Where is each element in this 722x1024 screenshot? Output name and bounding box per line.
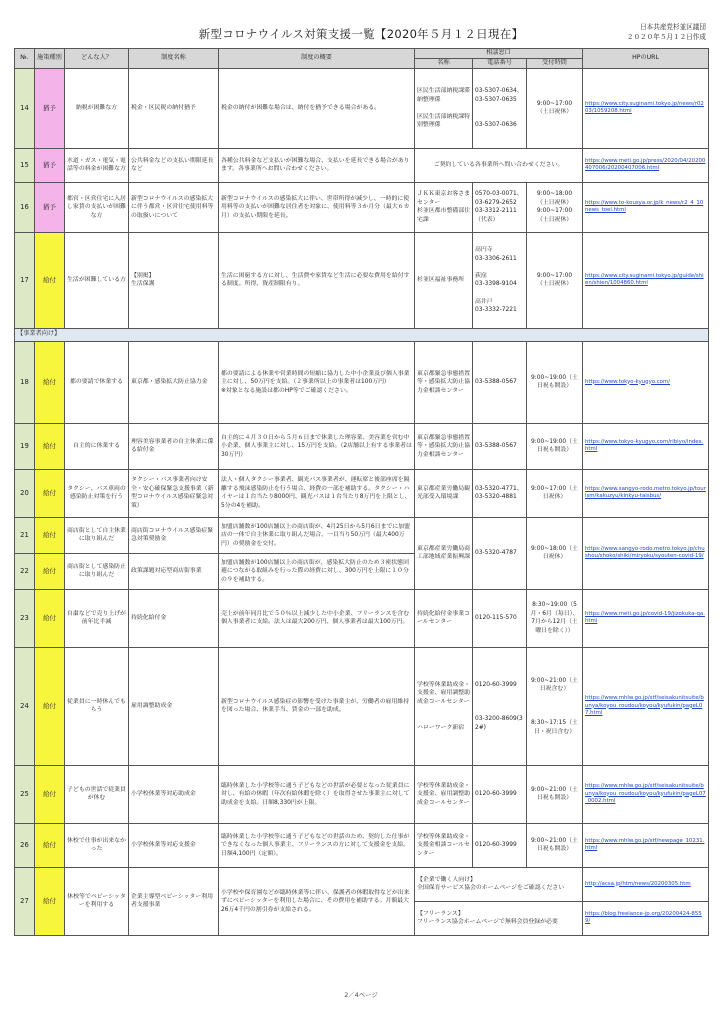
hp-link[interactable]: https://www.meti.go.jp/press/2020/04/20200407006/20200407006.html (583, 148, 709, 182)
author-block (627, 22, 706, 42)
contact-name: 東京都産業労働局商工部地域産業振興課 (415, 517, 473, 589)
table-row (15, 469, 709, 517)
program-name: 公共料金などの支払い期限延長など (129, 148, 219, 182)
contact-hours: 9:00~17:00（土日祝休） (527, 469, 583, 517)
contact-name: ＪＫＫ東京お客さまセンター 杉並区都市整備部住宅課 (415, 182, 473, 232)
contact-name: 区民生活部納税課滞納整理係 区民生活部納税課特別整理係 (415, 68, 473, 148)
program-summary: 売上が前年同月比で５０％以上減少した中小企業、フリーランスを含む個人事業者に支給。法人は最大200万円、個人事業者は最大100万円。 (219, 589, 415, 647)
col-contact: 相談窓口 (415, 49, 583, 59)
hp-link[interactable]: https://www.city.suginami.tokyo.jp/guide/shien/shien/1004860.html (583, 232, 709, 328)
program-name: 税金・区民税の納付猶予 (129, 68, 219, 148)
col-summary: 制度の概要 (219, 49, 415, 69)
hp-link-freelance[interactable]: https://blog.freelance-jp.org/20200424-8559/ (583, 901, 709, 935)
hp-link[interactable]: https://www.sangyo-rodo.metro.tokyo.jp/chushou/shoko/shiki/miryoku/syouten-covid-19/ (583, 517, 709, 589)
program-name: 政策課題対応型商店街事業 (129, 553, 219, 589)
hp-link[interactable]: https://www.sangyo-rodo.metro.tokyo.jp/tourism/kakuzyu/kinkyu-taisbus/ (583, 469, 709, 517)
table-row (15, 68, 709, 148)
type-badge: 給付 (35, 553, 65, 589)
row-number: 21 (15, 517, 35, 553)
contact-name: 学校等休業助成金・支援金、雇用調整助成金コールセンター ハローワーク新宿 (415, 647, 473, 765)
type-badge: 給付 (35, 341, 65, 423)
program-summary: 臨時休業した小学校等に通う子どもなどの世話のため、契約した仕事ができなくなった個人事業主、フリーランスの方に対して支援金を支給。日額4,100円（定額）。 (219, 823, 415, 867)
col-who: どんな人？ (65, 49, 129, 69)
who-cell: 従業員に一時休んでもらう (65, 647, 129, 765)
table-row (15, 423, 709, 469)
contact-hours: 9:00~21:00（土日祝も開設） (527, 765, 583, 823)
who-cell: 納税が困難な方 (65, 68, 129, 148)
contact-note: ご契約している各事業所へ問い合わせください。 (415, 148, 583, 182)
row-number: 16 (15, 182, 35, 232)
contact-tel: 0120-60-3999 03-3200-8609(32#) (473, 647, 527, 765)
row-number: 22 (15, 553, 35, 589)
contact-hours: 9:00~17:00 （土日祝休） (527, 68, 583, 148)
col-type: 施策種別 (35, 49, 65, 69)
hp-link[interactable]: https://www.tokyo-kyugyo.com/ (583, 341, 709, 423)
program-name: 商店街コロナウイルス感染症緊急対策奨励金 (129, 517, 219, 553)
table-row (15, 589, 709, 647)
program-name: 【別掲】 生活保護 (129, 232, 219, 328)
contact-hours: 9:00~21:00（土日祝も開設） (527, 823, 583, 867)
type-badge: 猶予 (35, 182, 65, 232)
contact-name: 学校等休業助成金・支援金相談コールセンター (415, 823, 473, 867)
who-cell: 商店街として自主休業に取り組んだ (65, 517, 129, 553)
header-row-1 (15, 49, 709, 59)
contact-name: 東京都産業労働局観光部受入環境課 (415, 469, 473, 517)
hp-link[interactable]: https://www.meti.go.jp/covid-19/jizokuka-qa.html (583, 589, 709, 647)
contact-tel: 0120-115-570 (473, 589, 527, 647)
program-name: 小学校休業等対応支援金 (129, 823, 219, 867)
program-name: 雇用調整助成金 (129, 647, 219, 765)
who-cell: 生活が困難している方 (65, 232, 129, 328)
section-heading-business: 【事業者向け】 (15, 328, 709, 341)
contact-tel: 0120-60-3999 (473, 765, 527, 823)
contact-name: 杉並区福祉事務所 (415, 232, 473, 328)
program-name: 企業主導型ベビーシッター利用者支援事業 (129, 867, 219, 935)
hp-link[interactable]: http://acsa.jp/htm/news/20200305.htm (583, 867, 709, 901)
page-title: 新型コロナウイルス対策支援一覧【2020年５月１２日現在】 (198, 27, 524, 41)
contact-tel: 03-5320-4771、03-5320-4881 (473, 469, 527, 517)
program-summary: 加盟店舗数が100店舗以上の商店街が、感染拡大防止のため３密状態回避につながる取組みを行った際の経費に対し、300万円を上限に１０分の９を補助する。 (219, 553, 415, 589)
table-row (15, 765, 709, 823)
contact-tel: 03-5388-0567 (473, 341, 527, 423)
table-row (15, 148, 709, 182)
who-cell: 水道・ガス・電気・電話等の料金が困難な方 (65, 148, 129, 182)
hp-link[interactable]: https://www.tokyo-kyugyo.com/ribiyo/index.html (583, 423, 709, 469)
program-summary: 生活に困窮する方に対し、生活費や家賃など生活に必要な費用を給付する制度。所得、資産制限有り。 (219, 232, 415, 328)
row-number: 23 (15, 589, 35, 647)
row-number: 17 (15, 232, 35, 328)
contact-tel: 03-5320-4787 (473, 517, 527, 589)
who-cell: 自粛などで売り上げが前年比半減 (65, 589, 129, 647)
table-row (15, 867, 709, 901)
type-badge: 給付 (35, 517, 65, 553)
who-cell: 商店街として感染防止に取り組んだ (65, 553, 129, 589)
contact-hours: 9:00~19:00（土日祝も開設） (527, 423, 583, 469)
table-row (15, 647, 709, 765)
program-name: 理容美容事業者の自主休業に係る給付金 (129, 423, 219, 469)
contact-tel: 03-5307-0634、03-5307-0635 03-5307-0636 (473, 68, 527, 148)
table-row (15, 232, 709, 328)
contact-hours: 9:00~21:00（土日祝含む） 8:30~17:15（土日・祝日含む） (527, 647, 583, 765)
contact-hours: 9:00~18:00（土日祝休） (527, 517, 583, 589)
type-badge: 給付 (35, 232, 65, 328)
program-summary: 新型コロナウイルス感染症の影響を受けた事業主が、労働者の雇用維持を図った場合、休業手当、賃金の一部を助成。 (219, 647, 415, 765)
program-summary: 加盟店舗数が100店舗以上の商店街が、4月25日から5月6日までに加盟店の一体で自主休業に取り組んだ場合、一目当り50万円（最大400万円）の奨励金を交付。 (219, 517, 415, 553)
row-number: 26 (15, 823, 35, 867)
contact-tel: 0120-60-3999 (473, 823, 527, 867)
contact-name: 持続化給付金事業コールセンター (415, 589, 473, 647)
contact-hours: 9:00~18:00 （土日祝休） 9:00~17:00 （土日祝休） (527, 182, 583, 232)
hp-link[interactable]: https://www.to-kousya.or.jp/k_news/r2_4_10news_toei.html (583, 182, 709, 232)
type-badge: 猶予 (35, 148, 65, 182)
row-number: 18 (15, 341, 35, 423)
hp-link[interactable]: https://www.mhlw.go.jp/stf/seisakunitsuite/bunya/koyou_roudou/koyou/kyufukin/pageL07_0002.html (583, 765, 709, 823)
who-cell: 休校で仕事が出来なかった (65, 823, 129, 867)
col-name: 制度名称 (129, 49, 219, 69)
who-cell: 都の要請で休業する (65, 341, 129, 423)
organization-name: 日本共産党杉並区議団 (640, 23, 706, 31)
type-badge: 給付 (35, 423, 65, 469)
who-cell: タクシー、バス車両の感染防止対策を行う (65, 469, 129, 517)
table-row (15, 341, 709, 423)
hp-link[interactable]: https://www.mhlw.go.jp/stf/newpage_10231.html (583, 823, 709, 867)
program-name: 小学校休業等対応助成金 (129, 765, 219, 823)
type-badge: 給付 (35, 589, 65, 647)
type-badge: 猶予 (35, 68, 65, 148)
row-number: 14 (15, 68, 35, 148)
row-number: 27 (15, 867, 35, 935)
contact-tel: 03-5388-0567 (473, 423, 527, 469)
table-row (15, 517, 709, 553)
program-summary: 新型コロナウイルスの感染拡大に伴い、世帯所得が減少し、一時的に使用料等の支払いが困難な居住者を対象に、使用料等３か月分（最大６カ月）の支払い期限を延長。 (219, 182, 415, 232)
program-summary: 臨時休業した小学校等に通う子どもなどの世話が必要となった従業員に対し、有給の休暇（年次有給休暇を除く）を取得させた事業主に対して助成金を支給。日額8,330円が上限。 (219, 765, 415, 823)
type-badge: 給付 (35, 867, 65, 935)
type-badge: 給付 (35, 469, 65, 517)
hp-link[interactable]: https://www.city.suginami.tokyo.jp/news/r0203/1059208.html (583, 68, 709, 148)
contact-hours: 9:00~17:00 （土日祝休） (527, 232, 583, 328)
type-badge: 給付 (35, 823, 65, 867)
created-date: ２０２０年５月１２日作成 (626, 33, 706, 41)
row-number: 20 (15, 469, 35, 517)
col-contact-tel: 電話番号 (473, 58, 527, 68)
section-row (15, 328, 709, 341)
program-name: タクシー・バス事業者向け安全・安心確保緊急支援事業（新型コロナウイルス感染症緊急対策） (129, 469, 219, 517)
page-number: 2／4ページ (344, 991, 378, 999)
col-no: №. (15, 49, 35, 69)
table-row (15, 182, 709, 232)
col-contact-hours: 受付時間 (527, 58, 583, 68)
program-summary: 法人・個人タクシー事業者、観光バス事業者が、運転席と後部座席を隔離する飛沫感染防止を行う場合、経費の一部を補助する。タクシー・ハイヤーは１台当たり8000円、観光バスは１台当たり8万円を上限とし、5分の4を補助。 (219, 469, 415, 517)
col-contact-name: 名称 (415, 58, 473, 68)
hp-link[interactable]: https://www.mhlw.go.jp/stf/seisakunitsuite/bunya/koyou_roudou/koyou/kyufukin/pageL07.html (583, 647, 709, 765)
program-name: 東京都・感染拡大防止協力金 (129, 341, 219, 423)
contact-name: 東京都緊急事態措置等・感染拡大防止協力金相談センター (415, 423, 473, 469)
program-summary: 税金の納付が困難な場合は、納付を猶予できる場合がある。 (219, 68, 415, 148)
contact-name: 東京都緊急事態措置等・感染拡大防止協力金相談センター (415, 341, 473, 423)
contact-note-company: 【企業で働く人向け】 全国保育サービス協会のホームページをご確認ください (415, 867, 583, 901)
type-badge: 給付 (35, 765, 65, 823)
support-table (14, 48, 709, 936)
row-number: 24 (15, 647, 35, 765)
program-summary: 各種公共料金など支払いが困難な場合、支払いを延長できる場合があります。各事業所へお問い合わせください。 (219, 148, 415, 182)
who-cell: 都営・区営住宅に入居し家賃の支払いが困難な方 (65, 182, 129, 232)
table-row (15, 823, 709, 867)
contact-hours: 8:30~19:00（5月・6月（毎日）、7月から12月（土曜日を除く）） (527, 589, 583, 647)
contact-tel: 0570-03-0071、03-6279-2652 03-3312-2111（代表） (473, 182, 527, 232)
who-cell: 自主的に休業する (65, 423, 129, 469)
row-number: 19 (15, 423, 35, 469)
program-summary: 小学校や保育園などが臨時休業等に伴い、保護者の休暇取得などが出来ずにベビーシッターを利用した場合に、その費用を補助する。月額最大26万4千円の割引券が支給される。 (219, 867, 415, 935)
program-name: 持続化給付金 (129, 589, 219, 647)
row-number: 25 (15, 765, 35, 823)
program-summary: 都の要請による休業や営業時間の短縮に協力した中小企業及び個人事業主に対し、50万円を支給。（２事業所以上の事業者は100万円） ※対象となる施設は都のHP等でご確認ください。 (219, 341, 415, 423)
contact-note-freelance: 【フリーランス】 フリーランス協会ホームページで無料会員登録が必要 (415, 901, 583, 935)
who-cell: 休校等でベビーシッターを利用する (65, 867, 129, 935)
row-number: 15 (15, 148, 35, 182)
program-summary: 自主的に４月３０日から５月６日まで休業した理容業、美容業を営む中小企業、個人事業主に対し、15万円を支給。（2店舗以上有する事業者は30万円） (219, 423, 415, 469)
who-cell: 子どもの世話で従業員が休む (65, 765, 129, 823)
contact-name: 学校等休業助成金・支援金、雇用調整助成金コールセンター (415, 765, 473, 823)
col-url: HPのURL (583, 49, 709, 69)
type-badge: 給付 (35, 647, 65, 765)
program-name: 新型コロナウイルスの感染拡大に伴う都営・区営住宅使用料等の取扱いについて (129, 182, 219, 232)
contact-hours: 9:00~19:00（土日祝も開設） (527, 341, 583, 423)
contact-tel: 高円寺 03-3306-2611 荻窪 03-3398-9104 高井戸 03-3332-7221 (473, 232, 527, 328)
